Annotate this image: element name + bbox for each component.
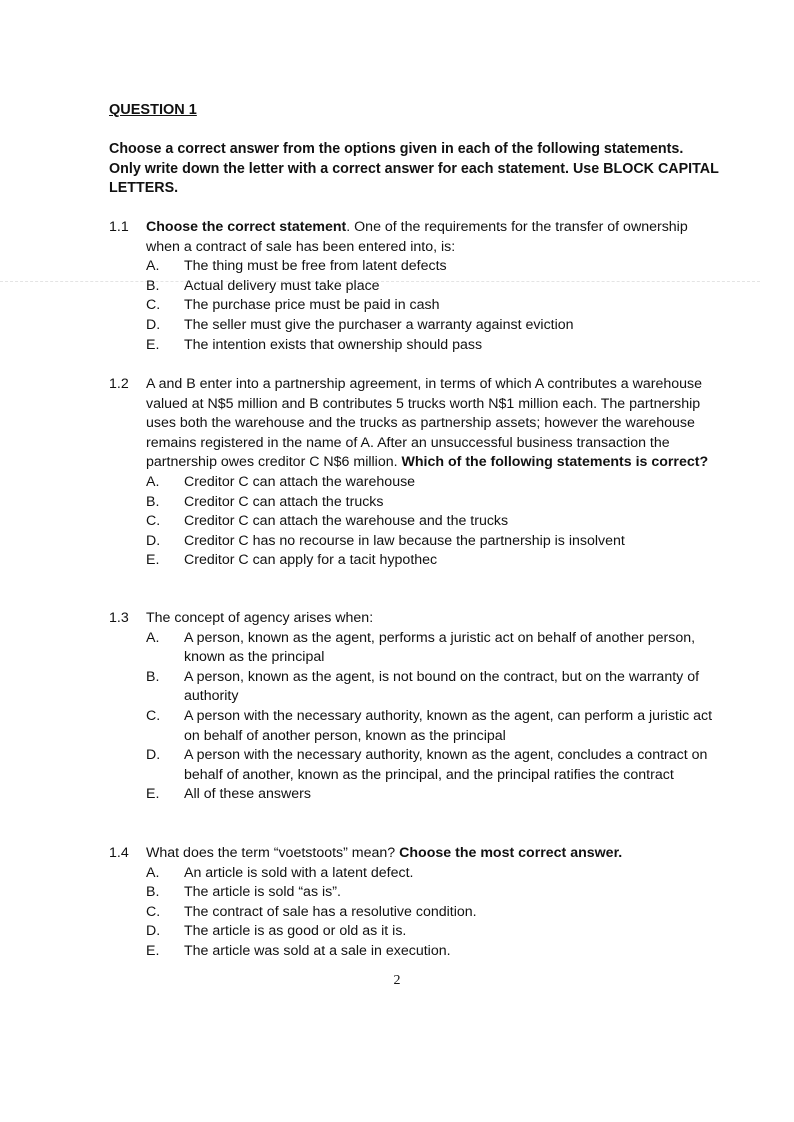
- question-number: 1.2: [109, 376, 129, 392]
- option-letter: B.: [146, 884, 160, 901]
- instructions: Choose a correct answer from the options given in each of the following statements. Only write down the letter with a correct answer for each statement. Use BLOCK CAPITAL LETTERS.: [109, 141, 719, 197]
- question-1-2: [109, 375, 719, 571]
- question-1-4: [109, 844, 719, 962]
- option-e: [146, 551, 719, 571]
- option-c: [146, 512, 719, 532]
- question-stem: [146, 218, 719, 257]
- stem-bold: Choose the most correct answer.: [399, 845, 623, 861]
- option-letter: C.: [146, 707, 161, 724]
- stem-text: What does the term “voetstoots” mean?: [146, 845, 400, 861]
- option-letter: E.: [146, 336, 160, 353]
- stem-bold: Choose the correct statement: [146, 219, 347, 235]
- option-text: The article is sold “as is”.: [184, 884, 341, 901]
- option-text: The purchase price must be paid in cash: [184, 297, 440, 314]
- option-text: A person, known as the agent, is not bound on the contract, but on the warranty of authority: [184, 668, 700, 705]
- option-text: Creditor C has no recourse in law because the partnership is insolvent: [184, 532, 625, 549]
- option-e: [146, 942, 719, 962]
- option-letter: A.: [146, 258, 160, 275]
- option-a: [146, 629, 719, 668]
- page-number: 2: [393, 973, 401, 988]
- options-list: [146, 864, 719, 962]
- option-letter: D.: [146, 923, 161, 940]
- option-text: The intention exists that ownership should pass: [184, 336, 483, 353]
- option-letter: E.: [146, 786, 160, 803]
- option-text: Actual delivery must take place: [184, 277, 380, 294]
- options-list: [146, 629, 719, 805]
- stem-text: . One of the requirements for the transfer of ownership when a contract of sale has been entered into, is:: [146, 219, 688, 255]
- question-number: 1.4: [109, 845, 129, 861]
- option-text: Creditor C can attach the warehouse: [184, 473, 416, 490]
- option-letter: E.: [146, 552, 160, 569]
- option-letter: D.: [146, 316, 161, 333]
- question-1-1: [109, 218, 719, 355]
- option-e: [146, 336, 719, 356]
- question-1-3: [109, 609, 719, 805]
- option-b: [146, 668, 719, 707]
- option-b: [146, 493, 719, 513]
- option-text: A person with the necessary authority, known as the agent, can perform a juristic act on behalf of another person, known as the principal: [184, 707, 713, 744]
- option-letter: C.: [146, 513, 161, 530]
- option-b: [146, 883, 719, 903]
- option-text: Creditor C can apply for a tacit hypothec: [184, 552, 438, 569]
- option-letter: D.: [146, 532, 161, 549]
- option-d: [146, 922, 719, 942]
- question-stem: [146, 844, 719, 864]
- option-text: A person with the necessary authority, known as the agent, concludes a contract on behalf of another, known as the principal, and the principal ratifies the contract: [184, 747, 708, 783]
- stem-text: A and B enter into a partnership agreement, in terms of which A contributes a warehouse valued at N$5 million and B contributes 5 trucks worth N$1 million each. The partnership uses both the warehouse and the trucks as partnership assets; however the warehouse remains registered in the name of A. After an unsuccessful business transaction the partnership owes creditor C N$6 million.: [146, 376, 702, 471]
- option-text: All of these answers: [184, 786, 311, 803]
- question-heading: QUESTION 1: [109, 102, 197, 118]
- option-text: The article is as good or old as it is.: [184, 923, 407, 940]
- option-letter: A.: [146, 473, 160, 490]
- question-number: 1.1: [109, 219, 129, 235]
- option-c: [146, 903, 719, 923]
- option-text: The article was sold at a sale in execution.: [184, 942, 451, 959]
- question-stem: [146, 375, 719, 473]
- stem-bold: Which of the following statements is correct?: [401, 454, 709, 471]
- option-e: [146, 785, 719, 805]
- option-letter: E.: [146, 942, 160, 959]
- options-list: [146, 473, 719, 571]
- question-number: 1.3: [109, 610, 129, 626]
- option-text: An article is sold with a latent defect.: [184, 864, 414, 881]
- option-text: The thing must be free from latent defects: [184, 258, 447, 275]
- option-b: [146, 277, 719, 297]
- option-d: [146, 746, 719, 785]
- option-text: Creditor C can attach the warehouse and the trucks: [184, 513, 509, 530]
- option-letter: B.: [146, 493, 160, 510]
- option-letter: C.: [146, 297, 161, 314]
- option-d: [146, 532, 719, 552]
- question-stem: [146, 609, 719, 629]
- option-c: [146, 707, 719, 746]
- option-a: [146, 257, 719, 277]
- stem-text: The concept of agency arises when:: [146, 610, 374, 626]
- option-a: [146, 473, 719, 493]
- option-c: [146, 296, 719, 316]
- option-letter: B.: [146, 277, 160, 294]
- options-list: [146, 257, 719, 355]
- option-d: [146, 316, 719, 336]
- option-text: A person, known as the agent, performs a juristic act on behalf of another person, known as the principal: [184, 629, 696, 666]
- option-letter: D.: [146, 747, 161, 764]
- option-letter: B.: [146, 668, 160, 685]
- option-a: [146, 864, 719, 884]
- option-letter: A.: [146, 864, 160, 881]
- option-text: The seller must give the purchaser a warranty against eviction: [184, 316, 574, 333]
- option-text: The contract of sale has a resolutive condition.: [184, 903, 477, 920]
- option-letter: A.: [146, 629, 160, 646]
- option-text: Creditor C can attach the trucks: [184, 493, 384, 510]
- option-letter: C.: [146, 903, 161, 920]
